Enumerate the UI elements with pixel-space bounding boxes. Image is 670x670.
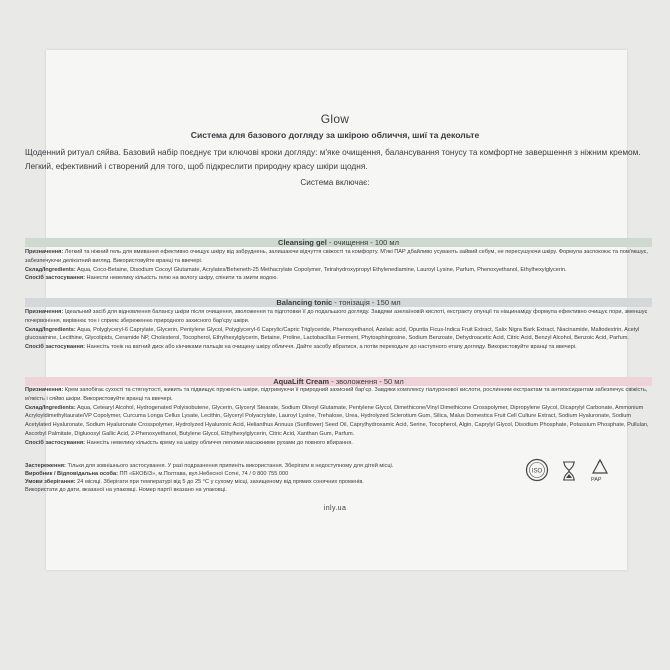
- section-desc: - зволоження - 50 мл: [329, 377, 404, 386]
- section-band-cleansing: [25, 238, 652, 247]
- storage-label: Умови зберігання:: [25, 479, 76, 485]
- purpose-label: Призначення:: [25, 387, 64, 393]
- ingredients-label: Склад/Ingredients:: [25, 326, 76, 333]
- best-before-text: Використати до дати, вказаної на упаковці. Номер партії вказано на упаковці.: [25, 487, 227, 493]
- purpose-text: Легкий та ніжний гель для вмивання ефективно очищує шкіру від забруднень, залишаючи відчуття свіжості та комфорту. М'які ПАР дбайливо усувають зайвий себум, не пересушуючи шкіру. Формула заспокоює та пом'якшує, забезпечуючи делікатний вигляд. Використовуйте вранці та ввечері.: [25, 249, 648, 264]
- recycle-icon: [589, 458, 611, 478]
- usage-label: Спосіб застосування:: [25, 275, 85, 282]
- ingredients-text: Aqua, Coco-Betaine, Disodium Cocoyl Glutamate, Acrylates/Beheneth-25 Methacrylate Copolymer, Tetrahydroxypropyl Ethylenediamine, Lauroyl Lysine, Parfum, Phenoxyethanol, Ethylhexylglycerin.: [75, 266, 567, 273]
- pap-label: PAP: [591, 477, 602, 483]
- maker-label: Виробник / Відповідальна особа:: [25, 471, 118, 477]
- purpose-text: Ідеальний засіб для відновлення балансу шкіри після очищення, зволоження та підготовки її до подальшого догляду. Завдяки азелаїновій кислоті, екстракту опунції та ніацинаміду формула ефективно очищує пори, зменшує почервоніння, вирівнює тон і сприяє збереженню природного захисного бар'єру шкіри.: [25, 309, 648, 324]
- warning-text: Тільки для зовнішнього застосування. У разі подразнення припиніть використання. Зберігати в недоступному для дітей місці.: [65, 463, 394, 469]
- section-desc: - тонізація - 150 мл: [332, 298, 401, 307]
- product-subtitle: Система для базового догляду за шкірою обличчя, шиї та декольте: [190, 130, 480, 140]
- ingredients-label: Склад/Ingredients:: [25, 404, 76, 411]
- ingredients-label: Склад/Ingredients:: [25, 266, 76, 273]
- usage-text: Нанесіть тонік на ватний диск або кінчиками пальців на очищену шкіру обличчя. Дайте засобу вбратися, а потім переходьте до наступного етапу догляду. Використовуйте вранці та ввечері.: [84, 344, 577, 351]
- purpose-label: Призначення:: [25, 249, 64, 255]
- purpose-label: Призначення:: [25, 309, 64, 315]
- section-name: AquaLift Cream: [273, 377, 330, 386]
- usage-text: Нанесіть невелику кількість крему на шкіру обличчя легкими масажними рухами до повного вбирання.: [84, 439, 353, 446]
- section-name: Balancing tonic: [276, 298, 333, 307]
- usage-label: Спосіб застосування:: [25, 344, 85, 351]
- certification-icons: [507, 458, 612, 484]
- ingredients-text: Aqua, Cetearyl Alcohol, Hydrogenated Polyisobutene, Glycerin, Glyceryl Stearate, Sodium Olivoyl Glutamate, Pentylene Glycol, Dimethicone/Vinyl Dimethicone Crosspolymer, Dipropylene Glycol, Dicaprylyl Carbonate, Ammonium Acryloyldimethyltaurate/VP Copolymer, Curcuma Longa Cellus Lysate, Lecithin, Glyceryl Polyacrylate, Lauroyl Lysine, Trehalose, Urea, Hydrolyzed Sclerotium Gum, Silica, Malus Domestica Fruit Cell Culture Extract, Sodium Hyaluronate, Sodium Acetylated Hyaluronate, Sodium Hyaluronate Crosspolymer, Hydrolyzed Hyaluronic Acid, Helianthus Annuus (Sunflower) Seed Oil, Caprylhydroxamic Acid, Serine, Tocopherol, Algin, Caprylyl Glycol, Disodium Phosphate, Potassium Phosphate, Pullulan, Ascorbyl Palmitate, Digluoosyl Gallic Acid, 2-Phenoxyethanol, Butylene Glycol, Ethylhexylglycerin, Citric Acid, Xanthan Gum, Parfum.: [25, 404, 649, 437]
- section-body-cream: [25, 386, 650, 448]
- section-band-tonic: [25, 298, 652, 307]
- usage-text: Нанести невелику кількість гелю на вологу шкіру, спінити та змити водою.: [84, 275, 278, 282]
- ingredients-text: Aqua, Polyglyceryl-6 Caprylate, Glycerin, Pentylene Glycol, Polyglyceryl-6 Caprylic/Capric Triglyceride, Phenoxyethanol, Azelaic acid, Opuntia Ficus-Indica Fruit Extract, Salix Nigra Bark Extract, Niacinamide, Maltodextrin, Acetyl glucosamine, Lecithine, Glycolipids, Ceramide NP, Cholesterol, Tocopherol, Ethylhexylglycerin, Betaine, Proline, Lactobacillus Ferment, Phytosphingosine, Sodium Benzoate, Dehydroacetic Acid, Citric Acid, Benzyl Alcohol, Benzoic Acid, Parfum.: [25, 326, 640, 342]
- purpose-text: Крем запобігає сухості та стягнутості, живить та підвищує пружність шкіри, підтримуючи її природний захисний бар'єр. Завдяки комплексу гіалуронової кислоти, рослинним екстрактам та антиоксидантам забезпечує свіжість, м'якість і сяйво шкіри. Використовуйте вранці та ввечері.: [25, 387, 648, 402]
- svg-text:ISO: ISO: [531, 468, 543, 475]
- product-intro: Щоденний ритуал сяйва. Базовий набір поєднує три ключові кроки догляду: м'яке очищення, балансування тонусу та комфортне завершення з ніжним кремом. Легкий, ефективний і створений для того, щоб підкреслити природну красу шкіри щодня.: [25, 147, 641, 171]
- storage-text: 24 місяці. Зберігати при температурі від 5 до 25 °С у сухому місці, захищеному від прямих сонячних променів.: [75, 479, 364, 485]
- section-desc: - очищення - 100 мл: [326, 238, 399, 247]
- iso-icon: [525, 458, 549, 482]
- hourglass-icon: [559, 460, 579, 482]
- footer-info: [25, 462, 470, 494]
- section-body-tonic: [25, 308, 650, 352]
- section-name: Cleansing gel: [278, 238, 327, 247]
- section-body-cleansing: [25, 248, 650, 283]
- brand-url: inly.ua: [323, 505, 347, 512]
- usage-label: Спосіб застосування:: [25, 439, 85, 446]
- product-title: Glow: [320, 112, 350, 126]
- includes-heading: Система включає:: [300, 178, 370, 187]
- section-band-cream: [25, 377, 652, 386]
- warning-label: Застереження:: [25, 463, 66, 469]
- maker-text: ПП «ЕКОБІЗ», м.Полтава, вул.Небесної Сотні, 74 / 0 800 755 000: [117, 471, 289, 477]
